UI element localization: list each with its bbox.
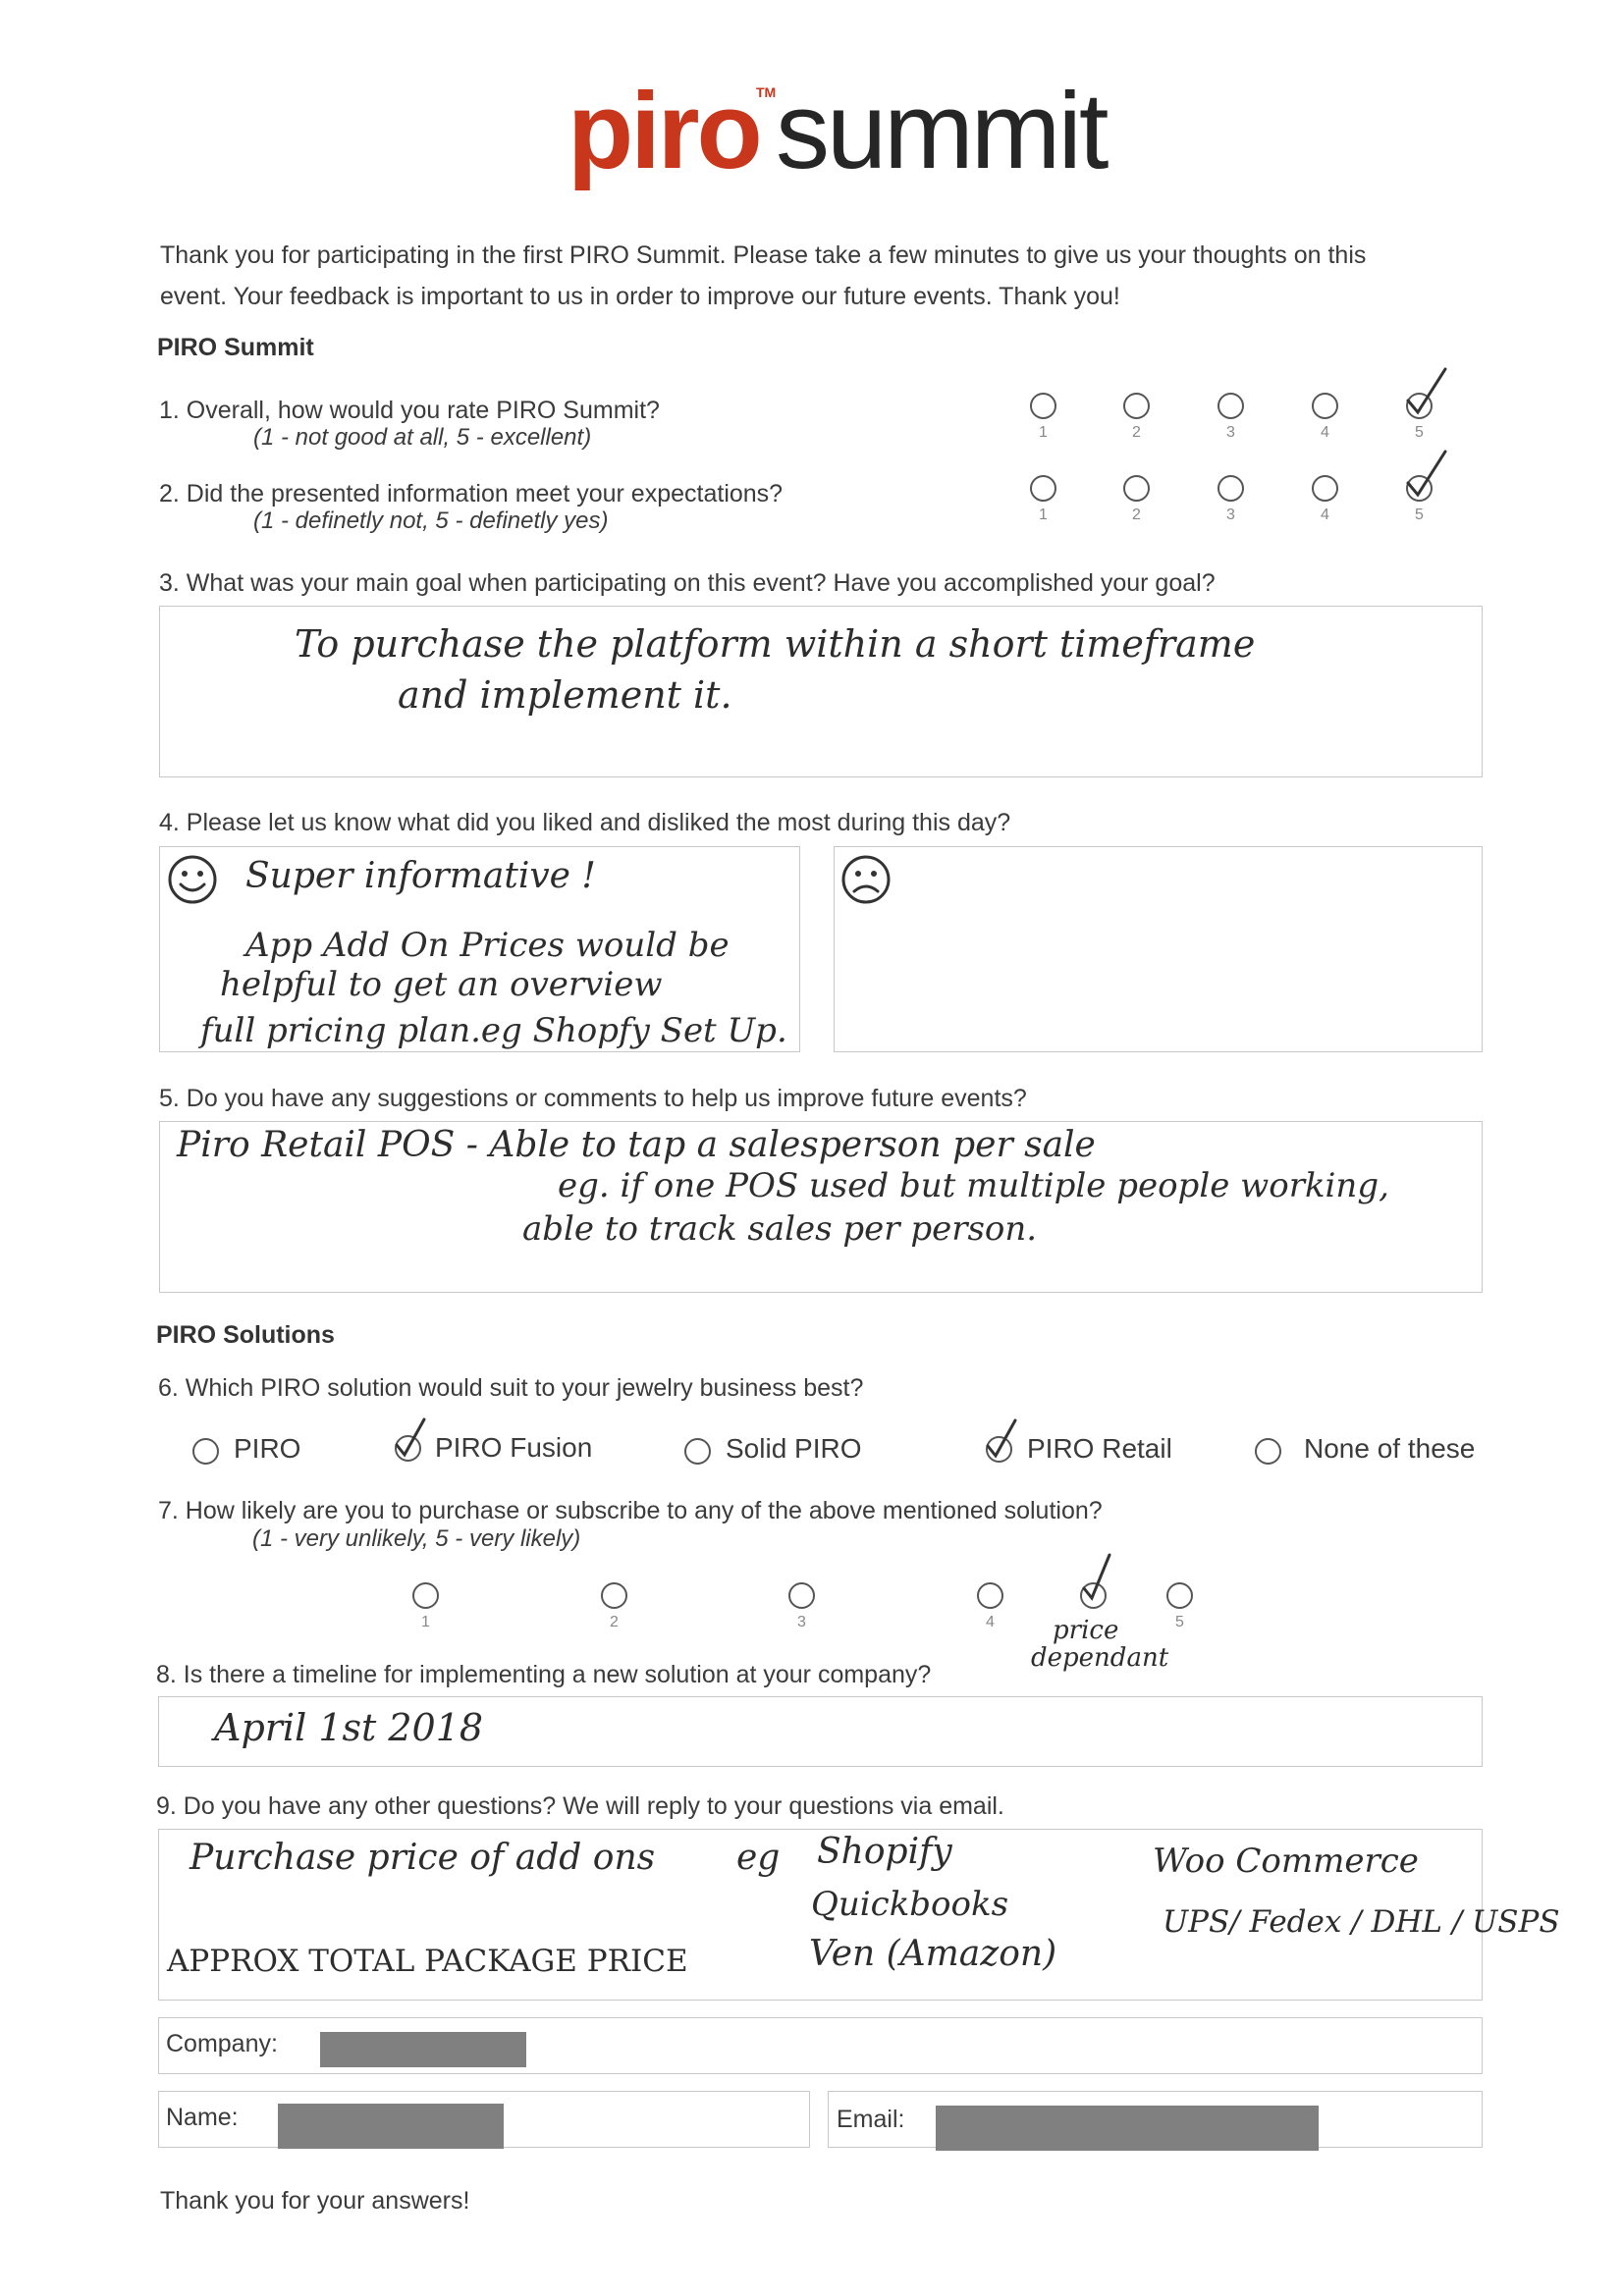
q9-answer-right-1: Woo Commerce [1153, 1842, 1419, 1881]
q8-answer: April 1st 2018 [214, 1706, 484, 1749]
q2-num-2: 2 [1132, 507, 1141, 523]
q7-num-5: 5 [1175, 1614, 1184, 1630]
q7-note-line-1: price [1053, 1616, 1119, 1645]
q6-label-none: None of these [1304, 1433, 1476, 1464]
q8-text: 8. Is there a timeline for implementing a new solution at your company? [156, 1661, 932, 1688]
q1-scale-hint: (1 - not good at all, 5 - excellent) [253, 424, 592, 451]
q6-label-solid-piro: Solid PIRO [726, 1433, 862, 1464]
q2-checkmark-icon [1402, 448, 1451, 507]
q6-radio-none[interactable] [1255, 1438, 1281, 1465]
q6-label-piro-retail: PIRO Retail [1027, 1433, 1172, 1464]
q4-disliked-box[interactable] [834, 846, 1483, 1052]
q9-answer-item-2: Quickbooks [811, 1885, 1009, 1924]
intro-line-2: event. Your feedback is important to us in order to improve our future events. Thank you! [160, 283, 1120, 310]
smiley-happy-icon [167, 854, 218, 905]
q7-option-2[interactable] [601, 1582, 627, 1609]
q7-num-3: 3 [797, 1614, 806, 1630]
q1-checkmark-icon [1402, 365, 1451, 424]
q6-fusion-checkmark-icon [391, 1415, 430, 1463]
q7-scale-hint: (1 - very unlikely, 5 - very likely) [252, 1525, 581, 1552]
q2-option-2[interactable] [1123, 475, 1150, 502]
q1-option-4[interactable] [1312, 393, 1338, 419]
q5-answer-line-1: Piro Retail POS - Able to tap a salesperson per sale [177, 1125, 1096, 1165]
q3-answer-line-2: and implement it. [398, 673, 732, 717]
q5-text: 5. Do you have any suggestions or comments to help us improve future events? [159, 1085, 1027, 1112]
logo-trademark: TM [756, 84, 777, 100]
q4-liked-line-2: App Add On Prices would be [245, 926, 730, 965]
q6-radio-piro[interactable] [192, 1438, 219, 1465]
section-title-solutions: PIRO Solutions [156, 1321, 335, 1349]
q2-num-5: 5 [1415, 507, 1424, 523]
q9-text: 9. Do you have any other questions? We will reply to your questions via email. [156, 1792, 1004, 1820]
q4-liked-line-3: helpful to get an overview [220, 965, 663, 1004]
q2-scale-hint: (1 - definetly not, 5 - definetly yes) [253, 507, 609, 534]
q1-option-1[interactable] [1030, 393, 1056, 419]
q5-answer-line-2: eg. if one POS used but multiple people working, [558, 1166, 1389, 1205]
q4-liked-line-1: Super informative ! [245, 856, 596, 896]
q1-num-3: 3 [1226, 424, 1235, 441]
q1-option-3[interactable] [1217, 393, 1244, 419]
q6-retail-checkmark-icon [982, 1416, 1021, 1464]
logo [568, 69, 1117, 196]
q9-answer-eg: eg [736, 1838, 781, 1878]
q4-liked-line-4: full pricing plan.eg Shopfy Set Up. [200, 1011, 787, 1050]
q3-answer-line-1: To purchase the platform within a short timeframe [295, 622, 1256, 666]
q1-option-2[interactable] [1123, 393, 1150, 419]
logo-brand: piro [568, 71, 760, 191]
closing-text: Thank you for your answers! [160, 2187, 470, 2215]
company-redaction [320, 2032, 526, 2067]
q2-option-1[interactable] [1030, 475, 1056, 502]
q2-option-3[interactable] [1217, 475, 1244, 502]
q7-option-4[interactable] [977, 1582, 1003, 1609]
q7-note-line-2: dependant [1031, 1643, 1169, 1673]
q9-answer-item-1: Shopify [817, 1832, 952, 1872]
logo-suffix: summit [776, 71, 1107, 191]
q6-radio-solid-piro[interactable] [684, 1438, 711, 1465]
q5-answer-line-3: able to track sales per person. [522, 1209, 1038, 1249]
q1-num-5: 5 [1415, 424, 1424, 441]
q2-num-1: 1 [1039, 507, 1048, 523]
q7-option-5[interactable] [1166, 1582, 1193, 1609]
name-label: Name: [166, 2104, 239, 2131]
section-title-summit: PIRO Summit [157, 334, 314, 361]
q1-num-4: 4 [1321, 424, 1329, 441]
q2-num-4: 4 [1321, 507, 1329, 523]
q7-checkmark-icon [1078, 1551, 1117, 1606]
q6-label-piro-fusion: PIRO Fusion [435, 1432, 593, 1463]
q1-num-2: 2 [1132, 424, 1141, 441]
q7-num-4: 4 [986, 1614, 995, 1630]
q9-answer-right-2: UPS/ Fedex / DHL / USPS [1163, 1904, 1560, 1940]
q7-num-1: 1 [421, 1614, 430, 1630]
email-redaction [936, 2106, 1319, 2151]
intro-line-1: Thank you for participating in the first PIRO Summit. Please take a few minutes to give us your thoughts on this [160, 241, 1367, 269]
q1-text: 1. Overall, how would you rate PIRO Summit? [159, 397, 660, 424]
name-redaction [278, 2104, 504, 2149]
q2-option-4[interactable] [1312, 475, 1338, 502]
q1-num-1: 1 [1039, 424, 1048, 441]
q7-text: 7. How likely are you to purchase or subscribe to any of the above mentioned solution? [158, 1497, 1103, 1524]
email-label: Email: [837, 2106, 905, 2133]
q9-answer-line-1: Purchase price of add ons [189, 1838, 656, 1878]
company-label: Company: [166, 2030, 278, 2057]
q7-option-3[interactable] [788, 1582, 815, 1609]
q7-option-1[interactable] [412, 1582, 439, 1609]
q3-text: 3. What was your main goal when participating on this event? Have you accomplished your goal? [159, 569, 1216, 597]
q7-num-2: 2 [610, 1614, 619, 1630]
q6-text: 6. Which PIRO solution would suit to your jewelry business best? [158, 1374, 864, 1402]
q2-text: 2. Did the presented information meet your expectations? [159, 480, 784, 507]
q2-num-3: 3 [1226, 507, 1235, 523]
q9-answer-item-3: Ven (Amazon) [809, 1934, 1057, 1974]
smiley-sad-icon [840, 854, 892, 905]
q9-answer-line-2: APPROX TOTAL PACKAGE PRICE [167, 1944, 688, 1979]
q4-text: 4. Please let us know what did you liked and disliked the most during this day? [159, 809, 1011, 836]
q6-label-piro: PIRO [234, 1433, 301, 1464]
